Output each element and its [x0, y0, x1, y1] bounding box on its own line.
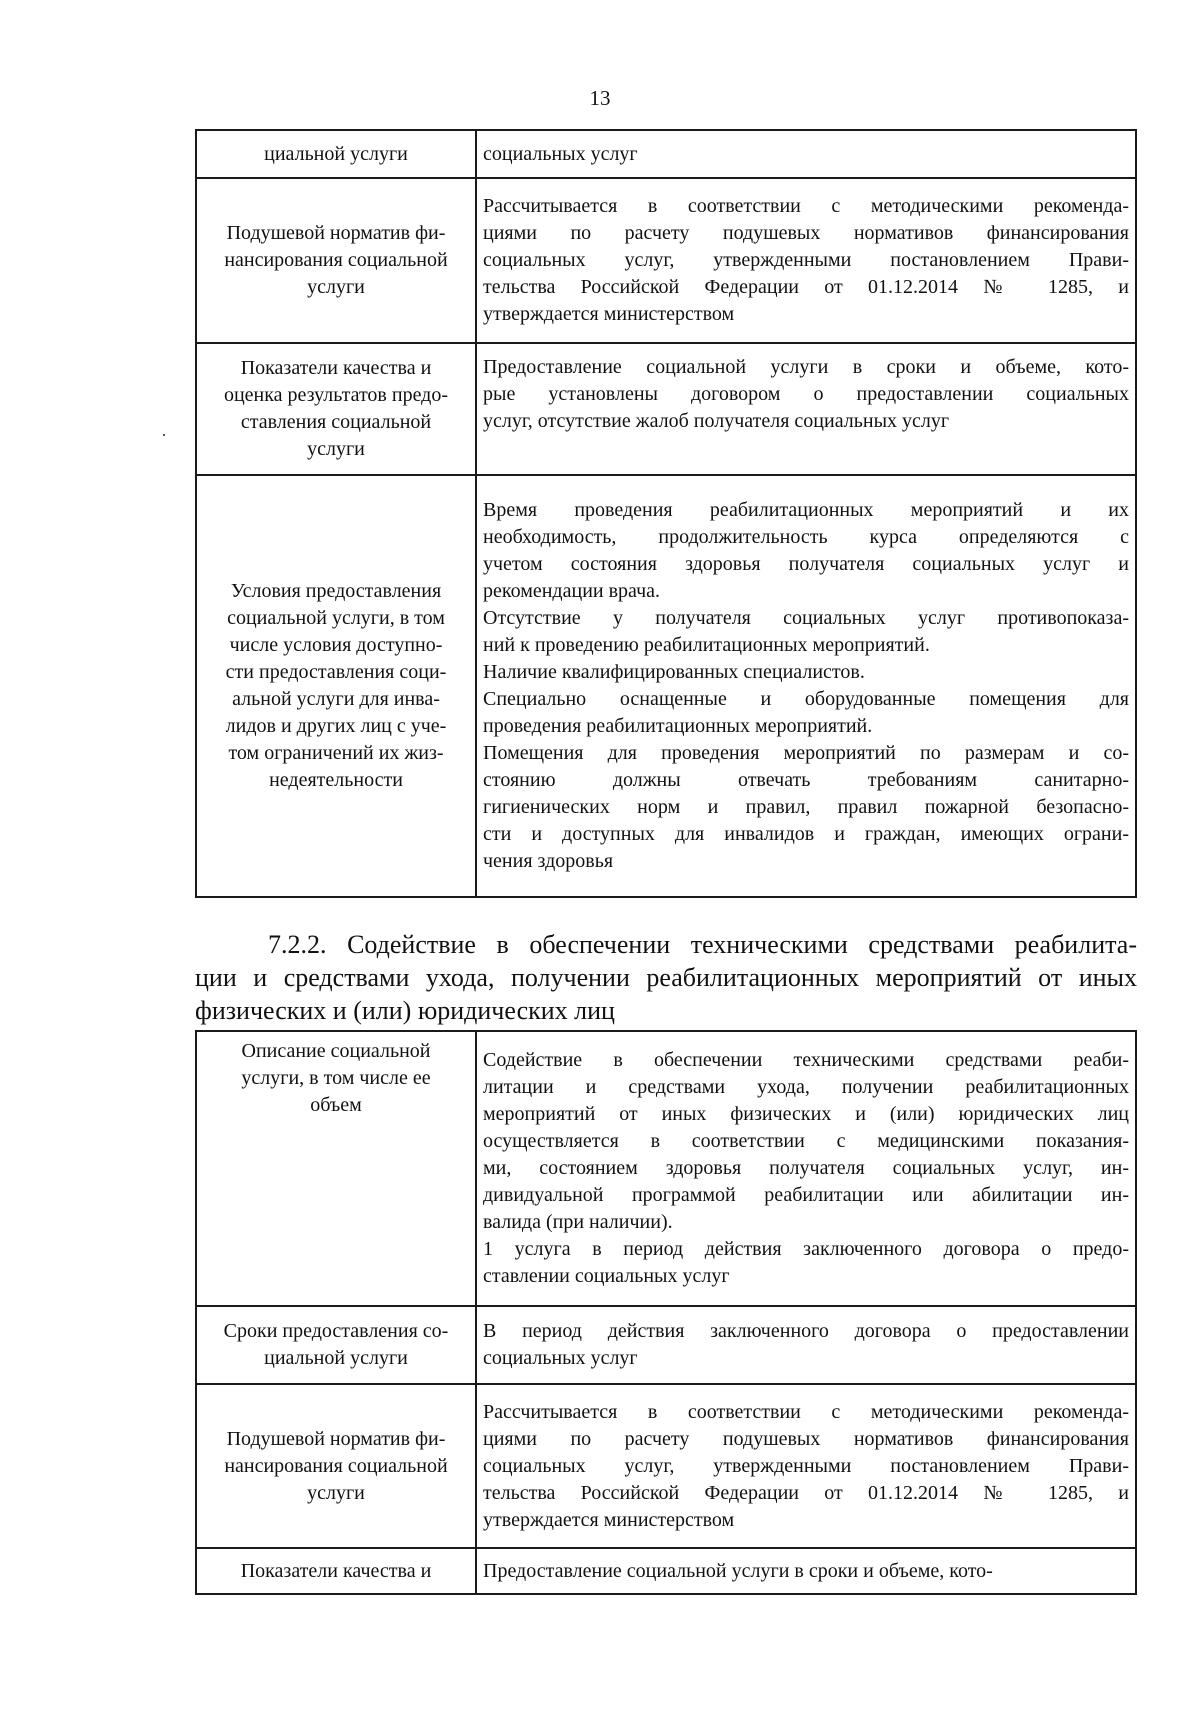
value-line: циями по расчету подушевых нормативов финансирования [483, 1427, 1129, 1450]
value-line: ставлении социальных услуг [483, 1265, 730, 1287]
row-label-cell [196, 475, 476, 897]
label-line: нансирования социальной [224, 249, 448, 271]
row-label-cell [196, 1548, 476, 1594]
table-row [196, 343, 1136, 475]
value-line: гигиенических норм и правил, правил пожарной безопасно- [483, 796, 1129, 818]
label-line: Сроки предоставления со- [223, 1320, 449, 1342]
label-line: циальной услуги [264, 1347, 408, 1369]
value-line: осуществляется в соответствии с медицинскими показания- [483, 1130, 1129, 1152]
value-line: Специально оснащенные и оборудованные помещения для [483, 688, 1129, 710]
label-line: услуги, в том числе ее [241, 1067, 431, 1089]
value-line: Предоставление социальной услуги в сроки и объеме, кото- [483, 356, 1129, 378]
value-line: социальных услуг [483, 142, 638, 165]
value-line: Предоставление социальной услуги в сроки и объеме, кото- [483, 1559, 993, 1582]
row-value-cell [476, 1031, 1136, 1306]
value-line: Отсутствие у получателя социальных услуг противопоказа- [483, 607, 1129, 629]
label-line: том ограничений их жиз- [228, 742, 444, 764]
row-label-cell [196, 130, 476, 178]
table-row [196, 475, 1136, 897]
value-line: циями по расчету подушевых нормативов финансирования [483, 222, 1129, 244]
value-line: Содействие в обеспечении техническими средствами реаби- [483, 1049, 1129, 1071]
scan-speck [163, 434, 165, 436]
table-row [196, 1306, 1136, 1384]
row-value-cell [476, 1384, 1136, 1548]
heading-line: 7.2.2. Содействие в обеспечении техническими средствами реабилита- [268, 930, 1137, 959]
row-label-cell [196, 343, 476, 475]
value-line: сти и доступных для инвалидов и граждан, имеющих ограни- [483, 823, 1129, 845]
value-line: В период действия заключенного договора о предоставлении [483, 1320, 1129, 1342]
row-value-cell [476, 1548, 1136, 1594]
value-line: утверждается министерством [483, 1508, 735, 1531]
row-label-cell [196, 178, 476, 343]
value-line: социальных услуг, утвержденными постановлением Прави- [483, 249, 1129, 271]
value-line: стоянию должны отвечать требованиям санитарно- [483, 769, 1129, 791]
value-line: тельства Российской Федерации от 01.12.2014 № 1285, и [483, 1481, 1129, 1504]
row-value-cell [476, 178, 1136, 343]
value-line: тельства Российской Федерации от 01.12.2014 № 1285, и [483, 276, 1129, 298]
value-line: Время проведения реабилитационных мероприятий и их [483, 499, 1129, 521]
label-line: услуги [307, 438, 365, 460]
label-line: ставления социальной [240, 411, 432, 433]
row-value-cell [476, 343, 1136, 475]
value-line: услуг, отсутствие жалоб получателя социальных услуг [483, 410, 950, 432]
label-line: Условия предоставления [230, 580, 442, 602]
label-line: социальной услуги, в том [227, 607, 445, 629]
value-line: дивидуальной программой реабилитации или абилитации ин- [483, 1184, 1129, 1206]
table-row [196, 1384, 1136, 1548]
value-line: ний к проведению реабилитационных мероприятий. [483, 634, 930, 656]
value-line: проведения реабилитационных мероприятий. [483, 715, 873, 737]
table-row [196, 1031, 1136, 1306]
value-line: рые установлены договором о предоставлении социальных [483, 383, 1129, 405]
value-line: учетом состояния здоровья получателя социальных услуг и [483, 553, 1129, 575]
label-line: циальной услуги [264, 142, 408, 165]
label-line: услуги [307, 1481, 365, 1504]
services-table-bottom [195, 1030, 1137, 1595]
label-line: Подушевой норматив фи- [226, 1427, 446, 1450]
label-line: Показатели качества и [240, 357, 432, 379]
label-line: объем [310, 1094, 362, 1116]
label-line: услуги [307, 276, 365, 298]
table-row [196, 178, 1136, 343]
label-line: альной услуги для инва- [232, 688, 440, 710]
heading-line: ции и средствами ухода, получении реабилитационных мероприятий от иных [195, 963, 1137, 992]
value-line: Наличие квалифицированных специалистов. [483, 661, 865, 683]
row-label-cell [196, 1031, 476, 1306]
value-line: чения здоровья [483, 850, 614, 872]
value-line: ми, состоянием здоровья получателя социальных услуг, ин- [483, 1157, 1129, 1179]
services-table-top [195, 129, 1137, 898]
value-line: Рассчитывается в соответствии с методическими рекоменда- [483, 1400, 1129, 1423]
label-line: числе условия доступно- [229, 634, 443, 656]
label-line: сти предоставления соци- [225, 661, 447, 683]
label-line: Показатели качества и [240, 1559, 432, 1582]
value-line: необходимость, продолжительность курса определяются с [483, 526, 1129, 548]
label-line: Подушевой норматив фи- [226, 222, 446, 244]
row-value-cell [476, 1306, 1136, 1384]
label-line: недеятельности [269, 769, 403, 791]
value-line: 1 услуга в период действия заключенного договора о предо- [483, 1238, 1129, 1260]
value-line: Рассчитывается в соответствии с методическими рекоменда- [483, 195, 1129, 217]
section-heading [195, 928, 1137, 1027]
label-line: Описание социальной [241, 1040, 431, 1062]
table-row [196, 130, 1136, 178]
row-label-cell [196, 1384, 476, 1548]
value-line: рекомендации врача. [483, 580, 661, 602]
value-line: валида (при наличии). [483, 1211, 673, 1233]
value-line: Помещения для проведения мероприятий по размерам и со- [483, 742, 1129, 764]
heading-line: физических и (или) юридических лиц [195, 996, 615, 1025]
value-line: мероприятий от иных физических и (или) юридических лиц [483, 1103, 1129, 1125]
row-value-cell [476, 475, 1136, 897]
value-line: литации и средствами ухода, получении реабилитационных [483, 1076, 1129, 1098]
page-number: 13 [589, 86, 611, 110]
value-line: социальных услуг, утвержденными постановлением Прави- [483, 1454, 1129, 1477]
table-row [196, 1548, 1136, 1594]
label-line: лидов и других лиц с уче- [225, 715, 447, 737]
value-line: социальных услуг [483, 1347, 638, 1369]
row-value-cell [476, 130, 1136, 178]
label-line: оценка результатов предо- [223, 384, 449, 406]
value-line: утверждается министерством [483, 303, 735, 325]
label-line: нансирования социальной [224, 1454, 448, 1477]
row-label-cell [196, 1306, 476, 1384]
